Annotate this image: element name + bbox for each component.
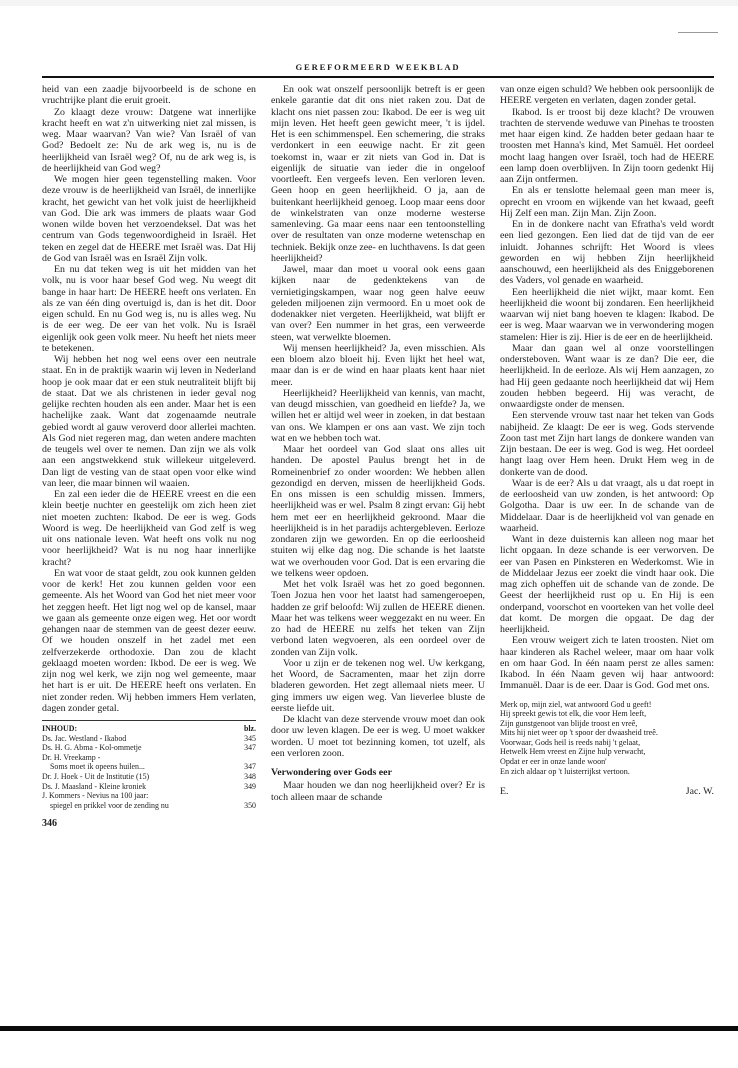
paragraph: En ook wat onszelf persoonlijk betreft is er geen enkele garantie dat dit ons niet raken zou. Dat de klacht ons niet passen zou: Ikabod. De eer is weg uit mijn leven. Het heeft geen gewicht meer, 't is ijdel. Het is een schimmenspel. Een schemering, die straks verdonkert in een eeuwige nacht. Er zit geen toekomst in, waar er zit niets van God in. Dat is eigenlijk de situatie van ieder die in ongeloof voortleeft. Een vergeefs leven. Een verloren leven. Geen hoop en geen heerlijkheid. O ja, aan de buitenkant heerlijkheid genoeg. Loop maar eens door de winkelstraten van onze moderne westerse samenleving. Ga maar eens naar een tentoonstelling over de resultaten van onze moderne wetenschap en techniek. Bekijk onze zee- en luchthavens. Is dat geen heerlijkheid? — [271, 84, 485, 264]
page-header — [42, 62, 714, 78]
column-2 — [271, 84, 485, 1014]
toc-entry-title: Ds. Jac. Westland - Ikabod — [42, 733, 127, 743]
paragraph: En in de donkere nacht van Efratha's veld wordt een lied gezongen. Een lied dat de tijd van de eer inluidt. Johannes schrijft: Het Woord is vlees geworden en wij hebben Zijn heerlijkheid aanschouwd, een heerlijkheid als des Eniggeborenen des Vaders, vol genade en waarheid. — [500, 219, 714, 287]
toc-entry-page: 348 — [244, 771, 256, 781]
toc-entry-page: 345 — [244, 733, 256, 743]
psalm-verse — [500, 700, 714, 777]
scan-edge-bottom — [0, 1034, 738, 1068]
toc-entry — [42, 782, 256, 792]
poem-line: En zich aldaar op 't luisterrijkst vertoon. — [500, 766, 630, 776]
bottom-rule — [0, 1026, 738, 1031]
paragraph: De klacht van deze stervende vrouw moet dan ook door uw leven klagen. De eer is weg. U moet wakker worden. U moet tot bezinning komen, tot uzelf, als een verloren zoon. — [271, 714, 485, 759]
toc-entry-title: Dr. H. Vreekamp - — [42, 752, 101, 762]
poem-line: Voorwaar, Gods heil is reeds nabij 't gelaat, — [500, 737, 641, 747]
poem-line: Merk op, mijn ziel, wat antwoord God u geeft! — [500, 699, 652, 709]
article-body — [42, 84, 714, 1014]
paragraph: Waar is de eer? Als u dat vraagt, als u dat roept in de eerloosheid van uw zonden, is het antwoord: Op Golgotha. Daar is uw eer. In de schande van de Middelaar. Daar is de heerlijkheid vol van genade en waarheid. — [500, 477, 714, 534]
paragraph: Wij hebben het nog wel eens over een neutrale staat. En in de praktijk waarin wij leven in Nederland hoop je ook maar dat er een stuk neutraliteit blijft bij de staat. Dat we als christenen in ieder geval nog gelijke rechten houden als een ander. Maar het is een hachelijke zaak. Want dat zogenaamde neutrale gebied wordt al gauw veroverd door allerlei machten. Als God niet regeren mag, dan weten andere machten de teugels wel over te nemen. Dan zijn we als volk aan een angstwekkend stuk willekeur uitgeleverd. Dan ligt de vesting van de staat open voor elke wind van leer, die maar binnen wil waaien. — [42, 354, 256, 489]
toc-entry-page — [232, 791, 256, 801]
page-number: 346 — [42, 818, 57, 830]
paragraph: Ikabod. Is er troost bij deze klacht? De vrouwen trachten de stervende weduwe van Pinehas te troosten met haar eigen kind. Ze hadden beter gedaan haar te troosten met Hanna's kind, Met Samuël. Het oordeel mocht laag hangen over Israël, toch had de HEERE een lamp doen overblijven. In Zijn toorn gedenkt Hij aan Zijn ontfermen. — [500, 106, 714, 185]
poem-line: Opdat er eer in onze lande woon' — [500, 757, 607, 767]
toc-entry — [42, 753, 256, 763]
paragraph: En als er tenslotte helemaal geen man meer is, oprecht en vroom en wijkende van het kwaad, geeft Hij Zelf een man. Zijn Man. Zijn Zoon. — [500, 185, 714, 219]
paragraph: Wij mensen heerlijkheid? Ja, even misschien. Als een bloem alzo bloeit hij. Even lijkt het heel wat, maar dan is er de wind en haar plaats kent haar niet meer. — [271, 342, 485, 388]
paragraph: Maar houden we dan nog heerlijkheid over? Er is toch alleen maar de schande — [271, 780, 485, 803]
toc-entry-title: spiegel en prikkel voor de zending nu — [50, 800, 169, 810]
scan-edge-top — [0, 0, 738, 6]
paragraph: Maar het oordeel van God slaat ons alles uit handen. De apostel Paulus brengt het in de Romeinenbrief zo onder woorden: We hebben allen gezondigd en derven, missen de heerlijkheid Gods. En ons missen is een schuldig missen. Immers, heerlijkheid was er wel. Psalm 8 zingt ervan: Gij hebt hem met eer en heerlijkheid gekroond. Maar die heerlijkheid is in het paradijs achtergebleven. Eerloze zondaren zijn we geworden. En op die eerloosheid stuiten wij elke dag nog. Die schande is het laatste wat we overhouden voor God. Dat is een ervaring die we telkens weer opdoen. — [271, 444, 485, 579]
table-of-contents — [42, 720, 256, 810]
paragraph: Want in deze duisternis kan alleen nog maar het licht opgaan. In deze schande is eer verworven. De eer van Pasen en Pinksteren en Wederkomst. Wie in de Middelaar Jezus eer zoekt die vindt haar ook. Die mag zich opheffen uit de schande van de zonde. De Geest der heerlijkheid rust op u. En Hij is een onderpand, voorschot en voorteken van het volle deel dat komt. De morgen die opgaat. De dag der heerlijkheid. — [500, 534, 714, 635]
toc-entry-page — [232, 753, 256, 763]
signature-left: E. — [500, 786, 509, 798]
toc-entry-page: 347 — [244, 762, 256, 772]
toc-entry — [42, 743, 256, 753]
paragraph: We mogen hier geen tegenstelling maken. Voor deze vrouw is de heerlijkheid van Israël, de innerlijke kracht, het gewicht van het volk juist de heerlijkheid van God. Die ark was immers de plaats waar God wonen wilde boven het verzoendeksel. Dat was het centrum van Gods tegenwoordigheid in Israël. Het teken en zegel dat de HEERE met Israël was. Dat Hij de God van Israël was en Israël Zijn volk. — [42, 174, 256, 264]
toc-entry-title: Ds. J. Maasland - Kleine kroniek — [42, 781, 147, 791]
paragraph: heid van een zaadje bijvoorbeeld is de schone en vruchtrijke plant die eruit groeit. — [42, 84, 256, 107]
toc-entry-page: 350 — [244, 800, 256, 810]
toc-entry — [42, 791, 256, 801]
header-rule — [42, 76, 714, 78]
toc-entry-title: Dr. J. Hoek - Uit de Institutie (15) — [42, 771, 150, 781]
scan-mark — [678, 32, 718, 33]
signature — [500, 786, 714, 797]
toc-entry-page: 347 — [244, 743, 256, 753]
paragraph: Een heerlijkheid die niet wijkt, maar komt. Een heerlijkheid die woont bij zondaren. Een heerlijkheid waarvan wij niet bang hoeven te klagen: Ikabod. De eer is weg. Maar waarvan we in verwondering mogen stamelen: Hier is zij. Hier is de eer en de heerlijkheid. — [500, 286, 714, 343]
poem-line: Mits hij niet weer op 't spoor der dwaasheid treê. — [500, 728, 658, 738]
poem-line: Hetwelk Hem vreest en Zijne hulp verwacht, — [500, 747, 646, 757]
paragraph: Zo klaagt deze vrouw: Datgene wat innerlijke kracht heeft en wat z'n uitwerking niet zal missen, is weg. Maar waarvan? Van wie? Van Israël of van God? Bedoelt ze: Nu de ark weg is, nu is de heerlijkheid van Israël weg? Of, nu de ark weg is, is de heerlijkheid van God weg? — [42, 106, 256, 174]
section-heading: Verwondering over Gods eer — [271, 767, 392, 778]
paragraph: Met het volk Israël was het zo goed begonnen. Toen Jozua hen voor het laatst had samengeroepen, hadden ze grif beloofd: Wij zullen de HEERE dienen. Maar het was telkens weer weggezakt en nu weer. En zo had de HEERE nu zelfs het teken van Zijn verbond laten wegvoeren, als een oordeel over de zonden van Zijn volk. — [271, 579, 485, 658]
toc-entry — [42, 772, 256, 782]
poem-line: Zijn gunstgenoot van blijde troost en vreê, — [500, 718, 638, 728]
paragraph: Voor u zijn er de tekenen nog wel. Uw kerkgang, het Woord, de Sacramenten, maar het zijn dorre bladeren geworden. Het zegt allemaal niets meer. U ging immers uw eigen weg. Van lieverlee bluste de eerste liefde uit. — [271, 657, 485, 714]
toc-entry-title: Soms moet ik opeens huilen... — [50, 762, 145, 772]
toc-entry — [42, 762, 256, 772]
paragraph: Een vrouw weigert zich te laten troosten. Niet om haar kinderen als Rachel weleer, maar om haar volk en om haar God. In één naam perst ze alles samen: Ikabod. In één Naam geven wij haar antwoord: Immanuël. Daar is de eer. Daar is God. God met ons. — [500, 635, 714, 692]
toc-entry-title: Ds. H. G. Abma - Kol-ommetje — [42, 743, 142, 753]
paragraph: Een stervende vrouw tast naar het teken van Gods nabijheid. Ze klaagt: De eer is weg. Gods stervende Zoon tast met Zijn hart langs de donkere wanden van Zijn bestaan. De eer is weg. God is weg. Het oordeel hangt laag over Hem heen. Drukt Hem weg in de donkerte van de dood. — [500, 410, 714, 478]
toc-entry — [42, 734, 256, 744]
toc-entry-title: J. Kommers - Nevius na 100 jaar: — [42, 791, 149, 801]
publication-title: GEREFORMEERD WEEKBLAD — [295, 62, 461, 72]
paragraph: En nu dat teken weg is uit het midden van het volk, nu is voor haar besef God weg. Nu weegt dit bange in haar hart: De HEERE heeft ons verlaten. En als ze van één ding overtuigd is, dan is het dit. Door eigen schuld. En nu God weg is, nu is alles weg. Nu is de eer weg. De eer van het volk. Nu is Israël eigenlijk ook geen volk meer. Nu heeft het niets meer te betekenen. — [42, 264, 256, 354]
toc-page-heading: blz. — [243, 724, 256, 733]
paragraph: Maar dan gaan wel al onze voorstellingen ondersteboven. Want waar is ze dan? Die eer, die heerlijkheid. In de eerloze. Als wij Hem aanzagen, zo had Hij geen gedaante noch heerlijkheid dat wij Hem zouden hebben begeerd. Hij was veracht, de onwaardigste onder de mensen. — [500, 342, 714, 410]
paragraph: En zal een ieder die de HEERE vreest en die een klein beetje nuchter en geestelijk om zich heen ziet niet moeten zuchten: Ikabod. De eer is weg. Gods Woord is weg. De heerlijkheid van God zelf is weg uit ons nationale leven. Wat heeft ons volk nu nog voor heerlijkheid? Wat is nu nog haar innerlijke kracht? — [42, 489, 256, 568]
toc-entry-page: 349 — [244, 781, 256, 791]
paragraph: van onze eigen schuld? We hebben ook persoonlijk de HEERE vergeten en verlaten, dagen zonder getal. — [500, 84, 714, 107]
poem-line: Hij spreekt gewis tot elk, die voor Hem leeft, — [500, 709, 647, 719]
column-1 — [42, 84, 256, 1014]
paragraph: Jawel, maar dan moet u vooral ook eens gaan kijken naar de gedenktekens van de vernietigingskampen, waar nog geen halve eeuw geleden miljoenen zijn vermoord. En u moet ook de dodenakker niet vergeten. Heerlijkheid, wat blijft er van over? Een nummer in het gras, een verweerde steen, wat verwelkte bloemen. — [271, 264, 485, 343]
toc-entry — [42, 801, 256, 811]
signature-author: Jac. W. — [685, 786, 714, 798]
paragraph: En wat voor de staat geldt, zou ook kunnen gelden voor de kerk! Het zou kunnen gelden voor een gemeente. Als het Woord van God het niet meer voor het zeggen heeft. Het ligt nog wel op de kansel, maar we gaan als gemeente onze eigen weg. Het oor wordt gehangen naar de stemmen van de geest dezer eeuw. Of we houden onszelf in het zadel met een zelfverzekerde orthodoxie. Dan zou de klacht geklaagd moeten worden: Ikbod. De eer is weg. We zijn nog wel kerk, we zijn nog wel gemeente, maar het hart is er uit. De HEERE heeft ons verlaten. En niet zonder reden. Wij hebben immers Hem verlaten, dagen zonder getal. — [42, 567, 256, 714]
column-3 — [500, 84, 714, 1014]
toc-header — [42, 724, 256, 734]
paragraph: Heerlijkheid? Heerlijkheid van kennis, van macht, van deugd misschien, van goedheid en liefde? Ja, we willen het er altijd wel weer in zoeken, in dat bestaan van ons. We klampen er ons aan vast. We zijn toch wat en we hebben toch wat. — [271, 387, 485, 444]
toc-heading: INHOUD: — [42, 724, 78, 733]
